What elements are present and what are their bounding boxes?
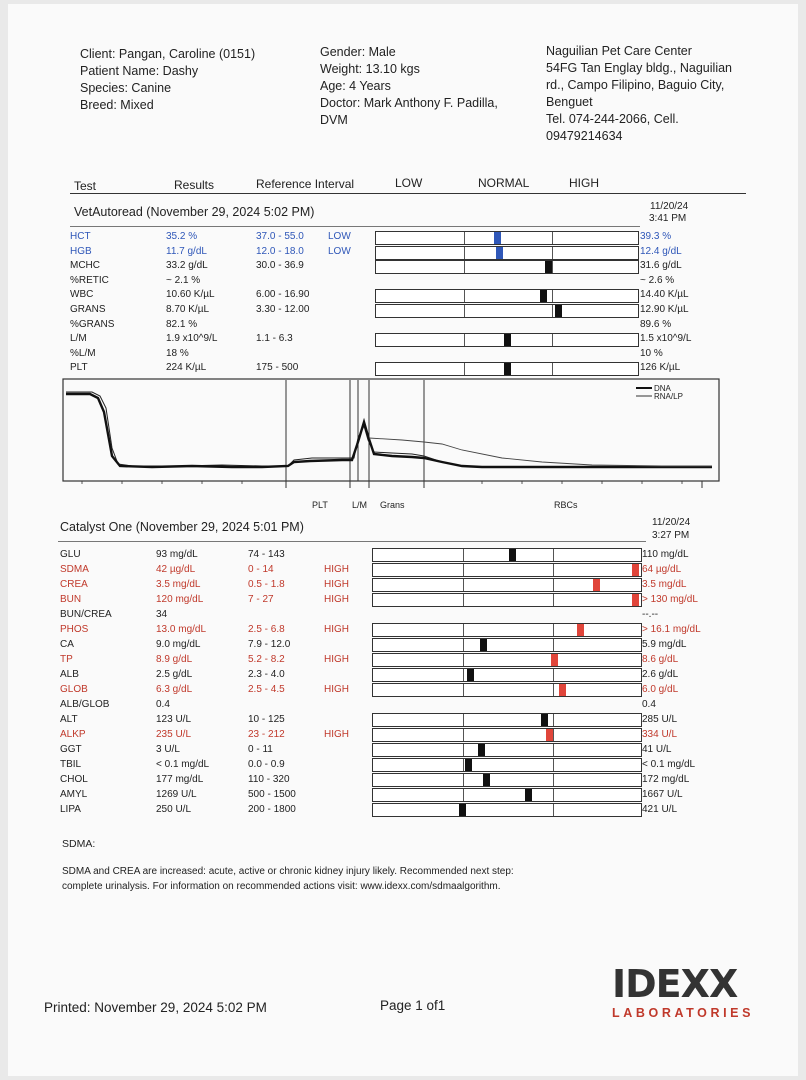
test-name-crea: CREA xyxy=(60,579,88,590)
patient-details xyxy=(320,44,498,129)
hist-label-rbcs: RBCs xyxy=(554,500,578,510)
range-bar-hct xyxy=(375,231,639,245)
test-name-alt: ALT xyxy=(60,714,78,725)
result-bun-crea: 34 xyxy=(156,609,168,620)
test-name-retic: %RETIC xyxy=(70,274,109,286)
clinic-info xyxy=(546,43,732,145)
previous-result-retic: ~ 2.6 % xyxy=(640,274,675,286)
ref-interval-grans: 3.30 - 12.00 xyxy=(256,304,310,315)
vetautoread-title: VetAutoread (November 29, 2024 5:02 PM) xyxy=(74,205,315,219)
ref-interval-ggt: 0 - 11 xyxy=(248,744,273,755)
range-bar-glu xyxy=(372,548,642,562)
range-marker-hct xyxy=(494,232,501,244)
test-name-sdma: SDMA xyxy=(60,564,89,575)
previous-result-glu: 110 mg/dL xyxy=(642,549,689,560)
vetautoread-prev-date: 11/20/24 xyxy=(650,201,689,212)
previous-result-grans: 12.90 K/µL xyxy=(640,304,689,315)
range-marker-l-m xyxy=(504,334,511,346)
flag-bun: HIGH xyxy=(324,594,349,605)
client-name: Client: Pangan, Caroline (0151) xyxy=(80,47,256,61)
page-number: Page 1 of1 xyxy=(380,998,446,1013)
ref-interval-phos: 2.5 - 6.8 xyxy=(248,624,285,635)
test-name-alb-glob: ALB/GLOB xyxy=(60,699,110,710)
previous-result-hgb: 12.4 g/dL xyxy=(640,245,682,257)
range-marker-phos xyxy=(577,624,584,636)
breed: Breed: Mixed xyxy=(80,98,154,112)
doctor-line1: Doctor: Mark Anthony F. Padilla, xyxy=(320,96,498,110)
flag-hct: LOW xyxy=(328,231,351,242)
ref-interval-glu: 74 - 143 xyxy=(248,549,285,560)
result-hgb: 11.7 g/dL xyxy=(166,245,207,257)
range-marker-chol xyxy=(483,774,490,786)
previous-result-wbc: 14.40 K/µL xyxy=(640,289,689,301)
range-bar-sdma xyxy=(372,563,642,577)
test-name-glob: GLOB xyxy=(60,684,88,695)
sdma-note-label: SDMA: xyxy=(62,838,96,850)
range-marker-alkp xyxy=(546,729,553,741)
report-page xyxy=(8,4,798,1076)
result-wbc: 10.60 K/µL xyxy=(166,289,215,301)
sdma-note-line2: complete urinalysis. For information on recommended actions visit: www.idexx.com/sdmaalgorithm. xyxy=(62,881,501,892)
range-bar-chol xyxy=(372,773,642,787)
clinic-address-2: rd., Campo Filipino, Baguio City, xyxy=(546,78,725,92)
rbc-curve xyxy=(369,438,712,466)
ref-interval-amyl: 500 - 1500 xyxy=(248,789,296,800)
previous-result-l-m: 1.5 x10^9/L xyxy=(640,333,692,345)
ref-interval-plt: 175 - 500 xyxy=(256,362,299,374)
result-grans: 82.1 % xyxy=(166,318,198,330)
ref-interval-alt: 10 - 125 xyxy=(248,714,285,725)
clinic-phone: Tel. 074-244-2066, Cell. xyxy=(546,112,679,126)
flag-glob: HIGH xyxy=(324,684,349,695)
hist-label-grans: Grans xyxy=(380,500,405,510)
result-lipa: 250 U/L xyxy=(156,804,192,815)
result-l-m: 1.9 x10^9/L xyxy=(166,333,218,345)
test-name-hct: HCT xyxy=(70,231,91,242)
range-marker-bun xyxy=(632,594,639,606)
result-retic: ~ 2.1 % xyxy=(166,274,201,286)
previous-result-alb: 2.6 g/dL xyxy=(642,669,679,680)
test-name-ggt: GGT xyxy=(60,744,82,755)
range-bar-glob xyxy=(372,683,642,697)
result-hct: 35.2 % xyxy=(166,231,198,242)
previous-result-hct: 39.3 % xyxy=(640,231,672,242)
hist-label-plt: PLT xyxy=(312,500,328,510)
ref-interval-mchc: 30.0 - 36.9 xyxy=(256,260,304,272)
ref-interval-wbc: 6.00 - 16.90 xyxy=(256,289,310,301)
range-marker-amyl xyxy=(525,789,532,801)
flag-sdma: HIGH xyxy=(324,564,349,575)
doctor-line2: DVM xyxy=(320,113,348,127)
previous-result-plt: 126 K/µL xyxy=(640,362,681,374)
catalyst-rule xyxy=(58,541,646,542)
col-high: HIGH xyxy=(569,176,599,190)
range-marker-plt xyxy=(504,363,511,375)
previous-result-grans: 89.6 % xyxy=(640,318,672,330)
range-marker-grans xyxy=(555,305,562,317)
range-marker-sdma xyxy=(632,564,639,576)
result-tp: 8.9 g/dL xyxy=(156,654,193,665)
flag-crea: HIGH xyxy=(324,579,349,590)
ref-interval-alkp: 23 - 212 xyxy=(248,729,285,740)
previous-result-ca: 5.9 mg/dL xyxy=(642,639,687,650)
catalyst-title: Catalyst One (November 29, 2024 5:01 PM) xyxy=(60,520,304,534)
test-name-l-m: L/M xyxy=(70,333,87,345)
gender: Gender: Male xyxy=(320,45,396,59)
previous-result-chol: 172 mg/dL xyxy=(642,774,690,785)
previous-result-alkp: 334 U/L xyxy=(642,729,678,740)
previous-result-lipa: 421 U/L xyxy=(642,804,678,815)
previous-result-ggt: 41 U/L xyxy=(642,744,672,755)
range-bar-amyl xyxy=(372,788,642,802)
test-name-l-m: %L/M xyxy=(70,347,96,359)
result-glob: 6.3 g/dL xyxy=(156,684,193,695)
vetautoread-rule xyxy=(70,226,640,227)
range-marker-mchc xyxy=(545,261,552,273)
result-mchc: 33.2 g/dL xyxy=(166,260,208,272)
test-name-chol: CHOL xyxy=(60,774,88,785)
result-alkp: 235 U/L xyxy=(156,729,192,740)
result-plt: 224 K/µL xyxy=(166,362,207,374)
range-bar-tbil xyxy=(372,758,642,772)
range-bar-alb xyxy=(372,668,642,682)
col-reference: Reference Interval xyxy=(256,177,355,191)
result-crea: 3.5 mg/dL xyxy=(156,579,201,590)
test-name-bun-crea: BUN/CREA xyxy=(60,609,112,620)
col-low: LOW xyxy=(395,176,423,190)
ref-interval-crea: 0.5 - 1.8 xyxy=(248,579,285,590)
flag-tp: HIGH xyxy=(324,654,349,665)
result-alb-glob: 0.4 xyxy=(156,699,170,710)
test-name-wbc: WBC xyxy=(70,289,94,301)
species: Species: Canine xyxy=(80,81,172,95)
range-bar-l-m xyxy=(375,333,639,347)
previous-result-alb-glob: 0.4 xyxy=(642,699,656,710)
result-ca: 9.0 mg/dL xyxy=(156,639,201,650)
range-marker-tp xyxy=(551,654,558,666)
result-chol: 177 mg/dL xyxy=(156,774,204,785)
ref-interval-bun: 7 - 27 xyxy=(248,594,274,605)
range-bar-mchc xyxy=(375,260,639,274)
previous-result-amyl: 1667 U/L xyxy=(642,789,683,800)
test-name-grans: GRANS xyxy=(70,304,106,315)
ref-interval-hgb: 12.0 - 18.0 xyxy=(256,245,304,257)
header-rule xyxy=(70,193,746,194)
test-name-phos: PHOS xyxy=(60,624,89,635)
ref-interval-chol: 110 - 320 xyxy=(248,774,290,785)
catalyst-prev-date: 11/20/24 xyxy=(652,517,691,528)
catalyst-prev-time: 3:27 PM xyxy=(652,530,690,541)
idexx-logo: IDEXX xyxy=(612,962,738,1006)
test-name-glu: GLU xyxy=(60,549,81,560)
range-marker-glu xyxy=(509,549,516,561)
previous-result-bun-crea: --.-- xyxy=(642,609,659,620)
clinic-name: Naguilian Pet Care Center xyxy=(546,44,692,58)
range-marker-crea xyxy=(593,579,600,591)
range-marker-alb xyxy=(467,669,474,681)
col-test: Test xyxy=(74,179,97,193)
range-bar-plt xyxy=(375,362,639,376)
result-l-m: 18 % xyxy=(166,347,189,359)
previous-result-bun: > 130 mg/dL xyxy=(642,594,698,605)
range-marker-ggt xyxy=(478,744,485,756)
result-alb: 2.5 g/dL xyxy=(156,669,193,680)
result-tbil: < 0.1 mg/dL xyxy=(156,759,210,770)
ref-interval-lipa: 200 - 1800 xyxy=(248,804,296,815)
ref-interval-hct: 37.0 - 55.0 xyxy=(256,231,304,242)
hist-label-lm: L/M xyxy=(352,500,368,510)
test-name-alkp: ALKP xyxy=(60,729,86,740)
previous-result-glob: 6.0 g/dL xyxy=(642,684,679,695)
sdma-note-line1: SDMA and CREA are increased: acute, active or chronic kidney injury likely. Recommended next step: xyxy=(62,866,514,877)
test-name-alb: ALB xyxy=(60,669,79,680)
range-bar-ca xyxy=(372,638,642,652)
ref-interval-sdma: 0 - 14 xyxy=(248,564,274,575)
test-name-tp: TP xyxy=(60,654,73,665)
dna-curve xyxy=(66,394,712,467)
range-bar-ggt xyxy=(372,743,642,757)
flag-alkp: HIGH xyxy=(324,729,349,740)
ref-interval-glob: 2.5 - 4.5 xyxy=(248,684,285,695)
result-amyl: 1269 U/L xyxy=(156,789,197,800)
range-bar-grans xyxy=(375,304,639,318)
result-ggt: 3 U/L xyxy=(156,744,180,755)
range-bar-hgb xyxy=(375,246,639,260)
range-bar-alt xyxy=(372,713,642,727)
client-info xyxy=(80,46,255,114)
test-name-ca: CA xyxy=(60,639,74,650)
range-bar-crea xyxy=(372,578,642,592)
previous-result-phos: > 16.1 mg/dL xyxy=(642,624,701,635)
ref-interval-alb: 2.3 - 4.0 xyxy=(248,669,285,680)
idexx-logo-sub: LABORATORIES xyxy=(612,1006,755,1020)
age: Age: 4 Years xyxy=(320,79,391,93)
ref-interval-l-m: 1.1 - 6.3 xyxy=(256,333,293,345)
range-bar-lipa xyxy=(372,803,642,817)
cell-histogram xyxy=(62,378,720,510)
result-alt: 123 U/L xyxy=(156,714,192,725)
flag-hgb: LOW xyxy=(328,245,351,257)
range-bar-wbc xyxy=(375,289,639,303)
range-bar-tp xyxy=(372,653,642,667)
ref-interval-ca: 7.9 - 12.0 xyxy=(248,639,291,650)
previous-result-mchc: 31.6 g/dL xyxy=(640,260,682,272)
test-name-amyl: AMYL xyxy=(60,789,88,800)
clinic-address-3: Benguet xyxy=(546,95,593,109)
weight: Weight: 13.10 kgs xyxy=(320,62,420,76)
result-grans: 8.70 K/µL xyxy=(166,304,210,315)
range-bar-bun xyxy=(372,593,642,607)
previous-result-l-m: 10 % xyxy=(640,347,663,359)
test-name-grans: %GRANS xyxy=(70,318,115,330)
previous-result-crea: 3.5 mg/dL xyxy=(642,579,687,590)
result-sdma: 42 µg/dL xyxy=(156,564,196,575)
legend-rna-lp: RNA/LP xyxy=(654,392,683,401)
range-marker-glob xyxy=(559,684,566,696)
test-name-hgb: HGB xyxy=(70,245,92,257)
result-glu: 93 mg/dL xyxy=(156,549,198,560)
range-bar-alkp xyxy=(372,728,642,742)
range-marker-tbil xyxy=(465,759,472,771)
histogram-svg xyxy=(62,378,720,508)
result-phos: 13.0 mg/dL xyxy=(156,624,207,635)
previous-result-alt: 285 U/L xyxy=(642,714,678,725)
test-name-plt: PLT xyxy=(70,362,88,374)
legend-dna: DNA xyxy=(654,384,671,393)
test-name-lipa: LIPA xyxy=(60,804,81,815)
test-name-tbil: TBIL xyxy=(60,759,82,770)
flag-phos: HIGH xyxy=(324,624,349,635)
printed-date: Printed: November 29, 2024 5:02 PM xyxy=(44,1000,267,1015)
patient-name: Patient Name: Dashy xyxy=(80,64,199,78)
range-marker-alt xyxy=(541,714,548,726)
col-results: Results xyxy=(174,178,215,192)
vetautoread-prev-time: 3:41 PM xyxy=(649,213,687,224)
clinic-address-1: 54FG Tan Englay bldg., Naguilian xyxy=(546,61,732,75)
range-marker-ca xyxy=(480,639,487,651)
test-name-bun: BUN xyxy=(60,594,82,605)
range-marker-hgb xyxy=(496,247,503,259)
previous-result-sdma: 64 µg/dL xyxy=(642,564,682,575)
previous-result-tp: 8.6 g/dL xyxy=(642,654,679,665)
result-bun: 120 mg/dL xyxy=(156,594,204,605)
col-normal: NORMAL xyxy=(478,176,530,190)
clinic-cell: 09479214634 xyxy=(546,129,623,143)
previous-result-tbil: < 0.1 mg/dL xyxy=(642,759,696,770)
ref-interval-tp: 5.2 - 8.2 xyxy=(248,654,285,665)
range-marker-wbc xyxy=(540,290,547,302)
range-marker-lipa xyxy=(459,804,466,816)
test-name-mchc: MCHC xyxy=(70,260,100,272)
range-bar-phos xyxy=(372,623,642,637)
ref-interval-tbil: 0.0 - 0.9 xyxy=(248,759,285,770)
